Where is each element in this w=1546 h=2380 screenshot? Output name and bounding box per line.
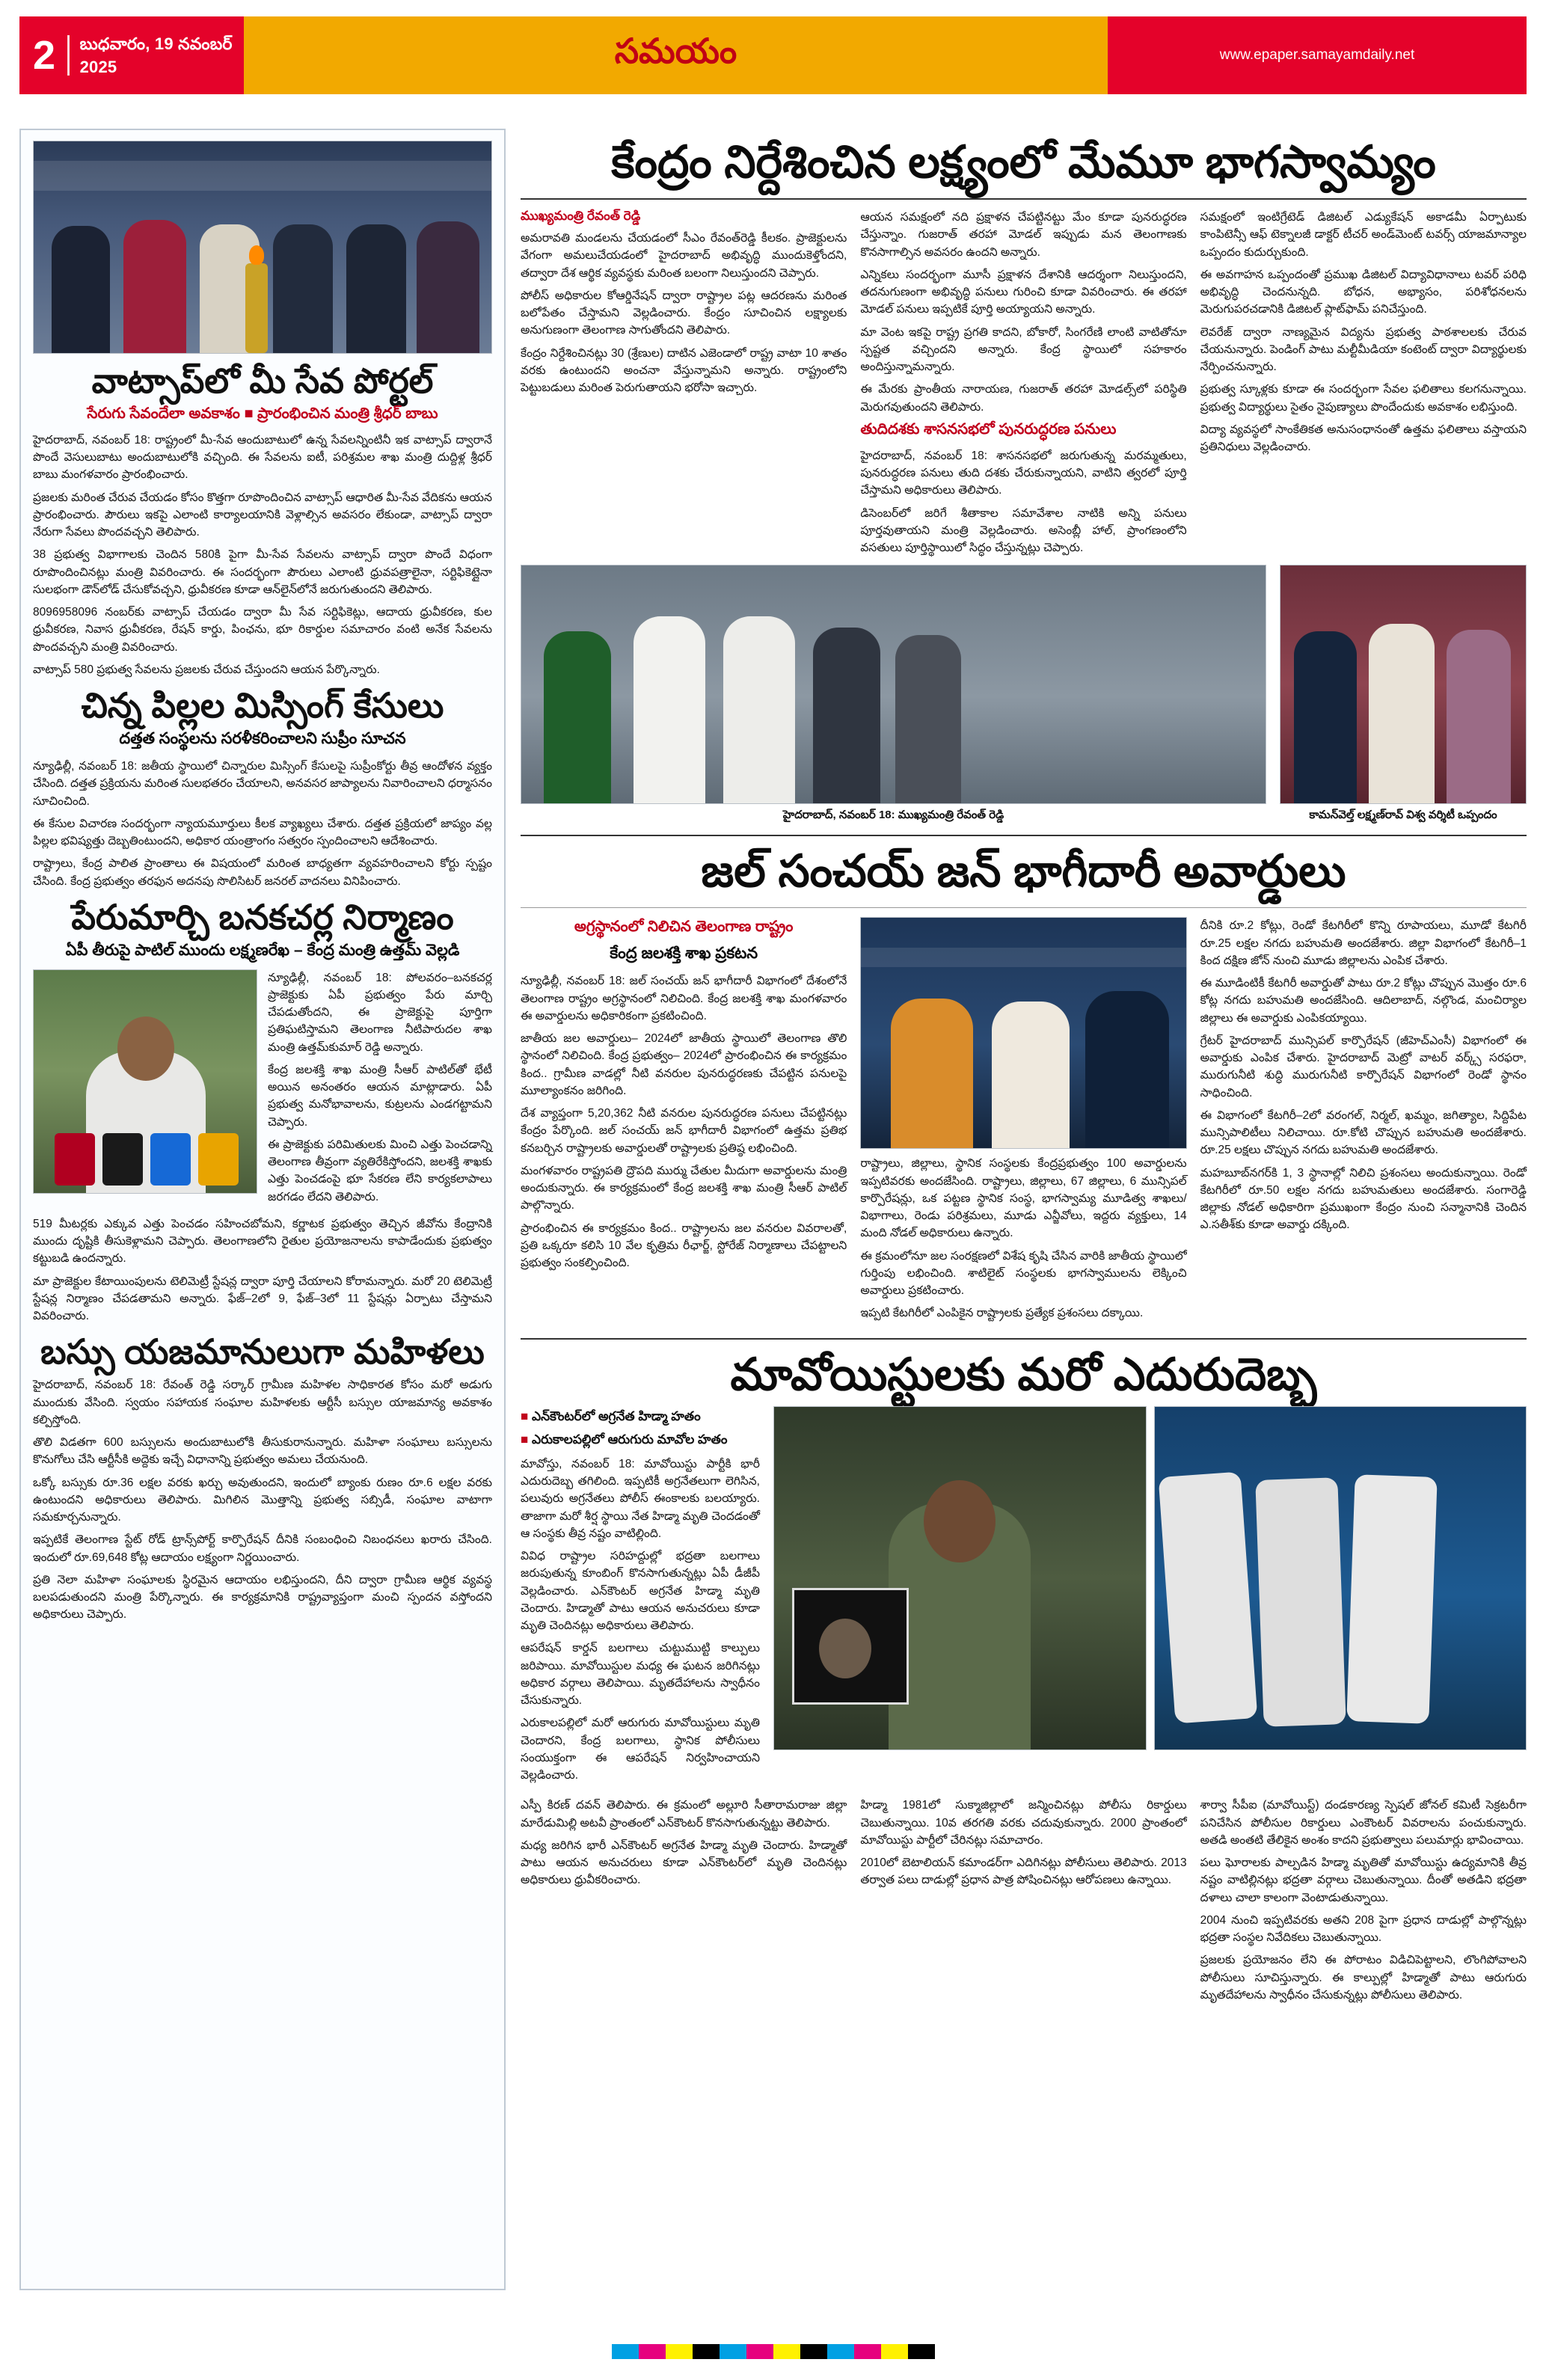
- paragraph: ఎస్పీ కిరణ్ దవన్ తెలిపారు. ఈ క్రమంలో అల్లూరి సీతారామరాజు జిల్లా మారేడుమిల్లి అటవీ ప్రాంతంలో ఎన్‌కౌంటర్ కొనసాగుతున్నట్టు తెలిపారు.: [521, 1799, 847, 1830]
- caption-mou-signing: కామన్‌వెల్త్ లక్ష్మణ్‌రావ్ విశ్వ వర్శిటీ ఒప్పందం: [1309, 809, 1497, 822]
- color-swatch: [908, 2344, 935, 2359]
- paragraph: ఈ మూడింటికీ కేటగిరీ అవార్డుతో పాటు రూ.2 కోట్లు చొప్పున మొత్తం రూ.6 కోట్ల నగదు బహుమతి అందజేసింది. ఆదిలాబాద్, నల్గొండ, మంచిర్యాల జిల్లాలు ఈ అవార్డుకు ఎంపికయ్యాయి.: [1200, 977, 1527, 1025]
- epaper-url[interactable]: www.epaper.samayamdaily.net: [1219, 47, 1415, 63]
- masthead: [19, 16, 1527, 94]
- paragraph: మా ప్రాజెక్టుల కేటాయింపులను టెలిమెట్రీ స్టేషన్ల ద్వారా పూర్తి చేయాలని కోరామన్నారు. మరో 20 టెలిమెట్రీ స్టేషన్ల నిర్మాణం చేపడతామని అన్నారు. ఫేజ్–2లో 9, ఫేజ్–3లో 11 స్టేషన్లు ఏర్పాటు చేస్తామని వివరించారు.: [33, 1275, 492, 1323]
- paragraph: అమరావతి మండలను చేయడంలో సీఎం రేవంత్‌రెడ్డి కీలకం. ప్రాజెక్టులను వేగంగా అమలుచేయడంలో హైదరాబాద్ అభివృద్ధి ముందుకెళ్తోందని, తద్వారా దేశ ఆర్థిక వ్యవస్థకు మరింత బలంగా నిలుస్తుందని చెప్పారు.: [521, 232, 847, 280]
- page-number: 2: [33, 33, 56, 78]
- paragraph: శార్వా సీపీఐ (మావోయిస్ట్) దండకారణ్య స్పెషల్ జోనల్ కమిటీ సెక్రటరీగా పనిచేసిన పోలీసుల రికార్డులు ఎంకౌంటర్ వివరాలను పంచుకున్నారు. అతడి అంతటి తేలికైన అంశం కాదని ప్రభుత్వాలు పలుమార్లు భావించాయి.: [1200, 1799, 1527, 1847]
- paragraph: ఒక్కో బస్సుకు రూ.36 లక్షల వరకు ఖర్చు అవుతుందని, ఇందులో బ్యాంకు రుణం రూ.6 లక్షల వరకు ఉంటుందని అధికారులు తెలిపారు. మిగిలిన మొత్తాన్ని ప్రభుత్వ సబ్సిడీ, సంఘాల వాటాగా సమకూర్చనున్నారు.: [33, 1476, 492, 1524]
- paragraph: జాతీయ జల అవార్డులు– 2024లో జాతీయ స్థాయిలో తెలంగాణ తొలి స్థానంలో నిలిచింది. కేంద్ర ప్రభుత్వం– 2024లో ప్రారంభించిన ఈ కార్యక్రమం కింద.. గ్రామీణ వాడల్లో నీటి వనరుల పునరుద్ధరణకు చేపట్టిన పనులపై మూల్యాంకనం జరిగింది.: [521, 1032, 847, 1097]
- paragraph: 519 మీటర్లకు ఎక్కువ ఎత్తు పెంచడం సహించబోమని, కర్ణాటక ప్రభుత్వం తెచ్చిన జీవోను కేంద్రానికి ముందు దృష్టికి తీసుకెళ్లామని చెప్పారు. తెలంగాణలోని రైతుల ప్రయోజనాలను కాపాడేందుకు ప్రభుత్వం కట్టుబడి ఉందన్నారు.: [33, 1217, 492, 1266]
- body-banakacherla-a: [268, 969, 492, 1211]
- kicker-cm: ముఖ్యమంత్రి రేవంత్ రెడ్డి: [521, 209, 641, 223]
- divider: [521, 835, 1527, 836]
- body-whatsapp-portal: [33, 432, 492, 678]
- top-article-col-1: [521, 209, 847, 562]
- paragraph: 38 ప్రభుత్వ విభాగాలకు చెందిన 580కి పైగా మీ-సేవ సేవలను వాట్సాప్ ద్వారా పొందే విధంగా రూపొందించినట్లు మంత్రి వివరించారు. ఈ సందర్భంగా పౌరులు ఎలాంటి ధ్రువపత్రాలైనా, సర్టిఫికెట్లైనా సులభంగా డౌన్‌లోడ్ చేసుకోవచ్చని, ధ్రువీకరణ కూడా ఆన్‌లైన్‌లోనే జరుగుతుందని తెలిపారు.: [33, 548, 492, 596]
- color-swatch: [881, 2344, 908, 2359]
- paragraph: ఆయన సమక్షంలో నది ప్రక్షాళన చేపట్టినట్టు మేం కూడా పునరుద్ధరణ చేస్తున్నాం. గుజరాత్ తరహా మోడల్ ఇప్పుడు మన తెలంగాణకు కొనసాగాల్సిన అవసరం ఉందని అన్నారు.: [860, 211, 1187, 259]
- photo-mou-signing: [1280, 565, 1527, 804]
- issue-date: బుధవారం, 19 నవంబర్ 2025: [79, 34, 233, 76]
- paragraph: 2010లో బెటాలియన్ కమాండర్‌గా ఎదిగినట్లు పోలీసులు తెలిపారు. 2013 తర్వాత పలు దాడుల్లో ప్రధాన పాత్ర పోషించినట్లు ఆరోపణలు ఉన్నాయి.: [860, 1856, 1187, 1887]
- body-women-bus-owners: [33, 1376, 492, 1623]
- subhead-assembly-renovation: తుదిదశకు శాసనసభలో పునరుద్ధరణ పనులు: [860, 420, 1117, 438]
- paragraph: మావోస్తు, నవంబర్ 18: మావోయిస్టు పార్టీకి భారీ ఎదురుదెబ్బ తగిలింది. ఇప్పటికీ అగ్రనేతలుగా లెగిసిన, పలువురు అగ్రనేతలు పోలీస్ ఈంకాలకు బలయ్యారు. తాజాగా మరో శీర్ష స్థాయి నేత హిడ్మా మృతి చెందడంతో ఆ సంస్థకు తీవ్ర నష్టం వాటిల్లింది.: [521, 1457, 760, 1540]
- paragraph: ఎన్నికలు సందర్భంగా మూసీ ప్రక్షాళన దేశానికి ఆదర్శంగా నిలుస్తుందని, తదనుగుణంగా అభివృద్ధి పనులు గురించి కూడా వివరించారు. ఈ తరహా మోడల్ పనులు ఇప్పటికే పూర్తి అయ్యాయని అన్నారు.: [860, 268, 1187, 316]
- paragraph: మహబూబ్‌నగర్‌కి 1, 3 స్థానాల్లో నిలిచి ప్రశంసలు అందుకున్నాయి. రెండో కేటగిరీలో రూ.50 లక్షల నగదు బహుమతులు అందజేశారు. సంగారెడ్డి జిల్లాకు నోడల్ అధికారిగా ప్రముఖంగా కేంద్రం నుంచి సన్మానానికి చెందిన ఎ.సతీశ్‌కు కూడా అవార్డు దక్కింది.: [1200, 1166, 1527, 1232]
- maoist-col-2: [521, 1797, 847, 2009]
- masthead-center: [244, 16, 1108, 94]
- color-swatch: [693, 2344, 720, 2359]
- paragraph: హిడ్మా 1981లో సుక్మాజిల్లాలో జన్మించినట్లు పోలీసు రికార్డులు చెబుతున్నాయి. 10వ తరగతి వరకు చదువుకున్నారు. 2000 ప్రాంతంలో మావోయిస్టు పార్టీలో చేరినట్లు సమాచారం.: [860, 1799, 1187, 1847]
- paragraph: దేశ వ్యాప్తంగా 5,20,362 నీటి వనరుల పునరుద్ధరణ పనులు చేపట్టినట్లు కేంద్రం పేర్కొంది. జల్ సంచయ్ జన్ భాగీదారీ విభాగంలో ఉత్తమ ప్రతిభ కనబర్చిన రాష్ట్రాలకు అవార్డులతో రాష్ట్రాలకు ప్రతిష్ఠ లభించింది.: [521, 1107, 847, 1155]
- divider: [521, 198, 1527, 200]
- paragraph: హైదరాబాద్, నవంబర్ 18: రేవంత్ రెడ్డి సర్కార్ గ్రామీణ మహిళల సాధికారత కోసం మరో అడుగు ముందుకు వేసింది. స్వయం సహాయక సంఘాల మహిళలకు ఆర్టీసీ బస్సుల యాజమాన్య అవకాశం కల్పిస్తోంది.: [33, 1378, 492, 1426]
- award-col-2: [860, 917, 1186, 1327]
- color-swatch: [612, 2344, 639, 2359]
- subhead-missing-children: దత్తత సంస్థలను సరళీకరించాలని సుప్రీం సూచన: [119, 730, 406, 748]
- color-swatch: [746, 2344, 773, 2359]
- color-swatch: [800, 2344, 827, 2359]
- maoist-bullets: [521, 1406, 760, 1450]
- paragraph: రాష్ట్రాలు, జిల్లాలు, స్థానిక సంస్థలకు కేంద్రప్రభుత్వం 100 అవార్డులను ఇప్పటివరకు అందజేసింది. రాష్ట్రాలు, జిల్లాలు, 67 జిల్లాలు, 6 మున్సిపల్ కార్పొరేషన్లు, ఒక పట్టణ స్థానిక సంస్థ, భాగస్వామ్య మూడిత్వ శాఖలు/విభాగాలు, రెండు పరిశ్రమలు, మూడు ఎన్జీవోలు, ఇద్దరు వ్యక్తులు, 14 మంది నోడల్ అధికారులు ఉన్నారు.: [860, 1157, 1187, 1240]
- paragraph: ఈ అవగాహన ఒప్పందంతో ప్రముఖ డిజిటల్ విద్యావిధానాలు టవర్ పరిధి అభివృద్ధి చెందనున్నది. బోధన, అభ్యాసం, పరిశోధనలను మెరుగుపరచడానికి డిజిటల్ ప్లాట్‌ఫామ్ పనిచేస్తుంది.: [1200, 268, 1527, 316]
- paragraph: ఆపరేషన్ కార్డన్ బలగాలు చుట్టుముట్టి కాల్పులు జరిపాయి. మావోయిస్టుల మధ్య ఈ ఘటన జరిగినట్లు అధికార వర్గాలు తెలిపాయి. మృతదేహాలను స్వాధీనం చేసుకున్నారు.: [521, 1642, 760, 1708]
- top-article-columns: [521, 209, 1527, 562]
- paragraph: మంగళవారం రాష్ట్రపతి ద్రౌపది ముర్ము చేతుల మీదుగా అవార్డులను మంత్రి అందుకున్నారు. ఈ కార్యక్రమంలో కేంద్ర జలశక్తి శాఖ మంత్రి సీఆర్ పాటిల్ పాల్గొన్నారు.: [521, 1164, 847, 1212]
- top-article-col-2: [860, 209, 1186, 562]
- paragraph: గ్రేటర్ హైదరాబాద్ మున్సిపల్ కార్పొరేషన్ (జీహెచ్ఎంసీ) విభాగంలో ఈ అవార్డుకు ఎంపిక చేశారు. హైదరాబాద్ మెట్రో వాటర్ వర్క్స్ సరఫరా, మురుగునీటి శుద్ధి మురుగునీటి కార్పొరేషన్ విభాగంలో రెండో స్థానం సాధించింది.: [1200, 1034, 1527, 1099]
- bullet-item: ■ ఎన్‌కౌంటర్‌లో అగ్రనేత హిడ్మా హతం: [521, 1406, 760, 1426]
- paragraph: డిసెంబర్‌లో జరిగే శీతాకాల సమావేశాల నాటికి అన్ని పనులు పూర్తవుతాయని మంత్రి వెల్లడించారు. అసెంబ్లీ హాల్, ప్రాంగణంలోని వసతులు పూర్తిస్థాయిలో సిద్ధం చేస్తున్నట్లు చెప్పారు.: [860, 506, 1187, 554]
- paragraph: ఇప్పటికే తెలంగాణ స్టేట్ రోడ్ ట్రాన్స్‌పోర్ట్ కార్పొరేషన్ దీనికి సంబంధించి నిబంధనలు ఖరారు చేసింది. ఇందులో రూ.69,648 కోట్ల ఆదాయం లక్ష్యంగా నిర్ణయించారు.: [33, 1533, 492, 1564]
- paragraph: 2004 నుంచి ఇప్పటివరకు అతని 208 పైగా ప్రధాన దాడుల్లో పాల్గొన్నట్లు భద్రతా సంస్థల నివేదికలు చెబుతున్నాయి.: [1200, 1913, 1527, 1945]
- paragraph: సమక్షంలో ఇంటిగ్రేటెడ్ డిజిటల్ ఎడ్యుకేషన్ అకాడమీ ఏర్పాటుకు కాంపిటెన్సీ ఆఫ్ టెక్నాలజీ డాక్టర్ టీచర్ అండ్‌మెంట్ టవర్స్ యాజమాన్యాల ఒప్పందం కుదుర్చుకుంది.: [1200, 211, 1527, 259]
- headline-women-bus-owners: బస్సు యజమానులుగా మహిళలు: [40, 1332, 485, 1372]
- subhead-telangana-top: అగ్రస్థానంలో నిలిచిన తెలంగాణ రాష్ట్రం: [574, 918, 794, 936]
- paragraph: ప్రజలకు ప్రయోజనం లేని ఈ పోరాటం విడిచిపెట్టాలని, లొంగిపోవాలని పోలీసులు సూచిస్తున్నారు. ఈ కాల్పుల్లో హిడ్మాతో పాటు ఆరుగురు మృతదేహాలను స్వాధీనం చేసుకున్నట్లు పోలీసులు తెలిపారు.: [1200, 1954, 1527, 2002]
- photo-hidma: [773, 1406, 1147, 1750]
- paragraph: పోలీస్ అధికారుల కోఆర్డినేషన్ ద్వారా రాష్ట్రాల పట్ల ఆదరణను మరింత బలోపేతం చేస్తామని వెల్లడించారు. కేంద్రం సూచించిన లక్ష్యాలకు అనుగుణంగా తెలంగాణ సాగుతోందని తెలిపారు.: [521, 289, 847, 337]
- photo-portal-launch: [33, 141, 492, 354]
- paragraph: తొలి విడతగా 600 బస్సులను అందుబాటులోకి తీసుకురానున్నారు. మహిళా సంఘాలు బస్సులను కొనుగోలు చేసి ఆర్టీసీకి అద్దెకు ఇచ్చే విధానాన్ని ప్రభుత్వం అమలు చేయనుంది.: [33, 1436, 492, 1467]
- paragraph: మధ్య జరిగిన భారీ ఎన్‌కౌంటర్ అగ్రనేత హిడ్మా మృతి చెందారు. హిడ్మాతో పాటు ఆయన అనుచరులు కూడా ఎన్‌కౌంటర్‌లో మృతి చెందినట్లు అధికారులు ధ్రువీకరించారు.: [521, 1838, 847, 1887]
- maoist-col-3: [860, 1797, 1186, 2009]
- paragraph: ప్రతి నెలా మహిళా సంఘాలకు స్థిరమైన ఆదాయం లభిస్తుందని, దీని ద్వారా గ్రామీణ ఆర్థిక వ్యవస్థ బలపడుతుందని మంత్రి పేర్కొన్నారు. ఈ కార్యక్రమానికి రాష్ట్రవ్యాప్తంగా మంచి స్పందన వస్తోందని అధికారులు చెప్పారు.: [33, 1573, 492, 1622]
- paragraph: న్యూఢిల్లీ, నవంబర్ 18: పోలవరం–బనకచర్ల ప్రాజెక్టుకు ఏపీ ప్రభుత్వం పేరు మార్చి చేపడుతోందని, ఈ ప్రాజెక్టుపై పూర్తిగా ప్రతిఘటిస్తామని తెలంగాణ నీటిపారుదల శాఖ మంత్రి ఉత్తమ్‌కుమార్ రెడ్డి అన్నారు.: [268, 971, 492, 1054]
- maoist-col-4: [1200, 1797, 1527, 2009]
- headline-maoist-setback: మావోయిస్టులకు మరో ఎదురుదెబ్బ: [730, 1349, 1317, 1399]
- headline-central-target: కేంద్రం నిర్దేశించిన లక్ష్యంలో మేమూ భాగస్వామ్యం: [611, 137, 1436, 187]
- subhead-banakacherla: ఏపీ తీరుపై పాటిల్ ముందు లక్ష్మణరేఖ – కేంద్ర మంత్రి ఉత్తమ్ వెల్లడి: [65, 941, 460, 959]
- color-swatch: [639, 2344, 666, 2359]
- paragraph: 8096958096 నంబర్‌కు వాట్సాప్ చేయడం ద్వారా మీ సేవ సర్టిఫికెట్లు, ఆదాయ ధ్రువీకరణ, కుల ధ్రువీకరణ, నివాస ధ్రువీకరణ, రేషన్ కార్డు, పింఛను, భూ రికార్డుల సమాచారం వంటి అనేక సేవలను పొందవచ్చని మంత్రి వివరించారు.: [33, 606, 492, 654]
- photo-award-ceremony: [860, 917, 1186, 1149]
- paragraph: లెవరేజ్ ద్వారా నాణ్యమైన విద్యను ప్రభుత్వ పాఠశాలలకు చేరువ చేయనున్నారు. పెండింగ్ పాటు మల్టీమీడియా కంటెంట్ ద్వారా విద్యార్థులకు నేర్పించనున్నారు.: [1200, 325, 1527, 373]
- subhead-jalshakti: కేంద్ర జలశక్తి శాఖ ప్రకటన: [610, 945, 758, 963]
- paragraph: పలు ఘోరాలకు పాల్పడిన హిడ్మా మృతితో మావోయిస్టు ఉద్యమానికి తీవ్ర నష్టం వాటిల్లినట్లు భద్రతా వర్గాలు చెబుతున్నాయి. దీంతో అతడిని భద్రతా దళాలు చాలా కాలంగా వెంటాడుతున్నాయి.: [1200, 1856, 1527, 1904]
- color-swatch: [827, 2344, 854, 2359]
- body-missing-children: [33, 758, 492, 890]
- color-swatch: [773, 2344, 800, 2359]
- paragraph: కేంద్రం నిర్దేశించినట్లు 30 (శ్రేణుల) దాటిన ఎజెండాలో రాష్ట్ర వాటా 10 శాతం వరకు ఉంటుందని అంచనా వేస్తున్నామని అన్నారు. రాష్ట్రంలోని పెట్టుబడులు మరింత పెరుగుతాయని భరోసా ఇచ్చారు.: [521, 346, 847, 394]
- masthead-left: [19, 16, 244, 94]
- paragraph: ప్రారంభించిన ఈ కార్యక్రమం కింద.. రాష్ట్రాలను జల వనరుల వివరాలతో, ప్రతి ఒక్కరూ కలిసి 10 వేల కృత్రిమ రీఛార్జ్, స్టోరేజ్ నిర్మాణాలు చేపట్టాలని ప్రభుత్వం సంకల్పించింది.: [521, 1221, 847, 1269]
- photo-cm-walk: [521, 565, 1266, 804]
- headline-missing-children: చిన్న పిల్లల మిస్సింగ్ కేసులు: [81, 686, 444, 726]
- color-swatch: [854, 2344, 881, 2359]
- paragraph: ప్రభుత్వ స్కూళ్లకు కూడా ఈ సందర్భంగా సేవల ఫలితాలు కలగనున్నాయి. ప్రభుత్వ విద్యార్థులు సైతం నైపుణ్యాలు పొందేందుకు అవకాశం లభిస్తుంది.: [1200, 383, 1527, 414]
- maoist-lower-columns: [521, 1797, 1527, 2009]
- paragraph: ఈ మేరకు ప్రాంతీయ నారాయణ, గుజరాత్ తరహా మోడల్స్‌లో పరిస్థితి మెరుగవుతుందని తెలిపారు.: [860, 383, 1187, 414]
- color-swatch: [666, 2344, 693, 2359]
- page-content: [19, 129, 1527, 2290]
- print-color-bar: [0, 2344, 1546, 2359]
- paragraph: కేంద్ర జలశక్తి శాఖ మంత్రి సీఆర్ పాటిల్‌తో భేటీ అయిన అనంతరం ఆయన మాట్లాడారు. ఏపీ ప్రభుత్వ మనోభావాలను, కుట్రలను ఎండగట్టామని చెప్పారు.: [268, 1063, 492, 1129]
- award-col-1: [521, 917, 847, 1327]
- paragraph: ఎరుకాలపల్లిలో మరో ఆరుగురు మావోయిస్టులు మృతి చెందారని, కేంద్ర బలగాలు, స్థానిక పోలీసులు సంయుక్తంగా ఈ ఆపరేషన్ నిర్వహించాయని వెల్లడించారు.: [521, 1717, 760, 1782]
- divider: [521, 1338, 1527, 1340]
- paragraph: ప్రజలకు మరింత చేరువ చేయడం కోసం కొత్తగా రూపొందించిన వాట్సాప్ ఆధారిత మీ-సేవ వేదికను ఆయన ప్రారంభించారు. పౌరులు ఇకపై ఎలాంటి కార్యాలయానికి వెళ్లాల్సిన అవసరం లేకుండా, వాట్సాప్ ద్వారా నేరుగా సేవలు పొందవచ్చని తెలిపారు.: [33, 491, 492, 539]
- paragraph: ఇప్పటి కేటగిరీలో ఎంపికైన రాష్ట్రాలకు ప్రత్యేక ప్రశంసలు దక్కాయి.: [860, 1307, 1144, 1320]
- paragraph: వివిధ రాష్ట్రాల సరిహద్దుల్లో భద్రతా బలగాలు జరుపుతున్న కూంబింగ్ కొనసాగుతున్నట్లు ఏపీ డీజీపీ వెల్లడించారు. ఎన్‌కౌంటర్ అగ్రనేత హిడ్మా మృతి చెందారు. హిడ్మాతో పాటు ఆయన అనుచరులు కూడా మృతి చెందినట్లు అధికారులు తెలిపారు.: [521, 1550, 760, 1633]
- left-column: [19, 129, 506, 2290]
- paragraph: న్యూఢిల్లీ, నవంబర్ 18: జల్ సంచయ్ జన్ భాగీదారీ విభాగంలో దేశంలోనే తెలంగాణ రాష్ట్రం అగ్రస్థానంలో నిలిచింది. కేంద్ర జలశక్తి శాఖ మంగళవారం ఈ అవార్డులను అధికారికంగా ప్రకటించింది.: [521, 975, 847, 1022]
- masthead-divider: [67, 35, 70, 76]
- paragraph: న్యూఢిల్లీ, నవంబర్ 18: జతీయ స్థాయిలో చిన్నారుల మిస్సింగ్ కేసులపై సుప్రీంకోర్టు తీవ్ర ఆందోళన వ్యక్తం చేసింది. దత్తత ప్రక్రియను మరింత సులభతరం చేయాలని, అనవసర జాప్యాలను నివారించాలని ధర్మాసనం సూచించింది.: [33, 760, 492, 808]
- headline-banakacherla: పేరుమార్చి బనకచర్ల నిర్మాణం: [71, 897, 454, 936]
- paragraph: హైదరాబాద్, నవంబర్ 18: శాసనసభలో జరుగుతున్న మరమ్మతులు, పునరుద్ధరణ పనులు తుది దశకు చేరుకున్నాయని, వాటిని త్వరలో పూర్తి చేస్తామని అధికారులు తెలిపారు.: [860, 449, 1187, 497]
- body-banakacherla-b: [33, 1215, 492, 1325]
- headline-whatsapp-portal: వాట్సాప్‌లో మీ సేవ పోర్టల్: [91, 361, 434, 400]
- award-article-columns: [521, 917, 1527, 1327]
- publication-title: సమయం: [614, 31, 737, 70]
- paragraph: ఈ క్రమంలోనూ జల సంరక్షణలో విశేష కృషి చేసిన వారికి జాతీయ స్థాయిలో గుర్తింపు లభించింది. శాటిలైట్ సంస్థలకు భాగస్వాములను లెక్కించి అవార్డులు ప్రకటించారు.: [860, 1249, 1187, 1297]
- photo-minister-press-meet: [33, 969, 257, 1194]
- paragraph: విద్యా వ్యవస్థలో సాంకేతికత అనుసంధానంతో ఉత్తమ ఫలితాలు వస్తాయని ప్రతినిధులు వెల్లడించారు.: [1200, 423, 1527, 453]
- top-article-col-3: [1200, 209, 1527, 562]
- paragraph: రాష్ట్రాలు, కేంద్ర పాలిత ప్రాంతాలు ఈ విషయంలో మరింత బాధ్యతగా వ్యవహరించాలని కోర్టు స్పష్టం చేసింది. కేంద్ర ప్రభుత్వం తరఫున అదనపు సొలిసిటర్ జనరల్ వాదనలు వినిపించారు.: [33, 857, 492, 888]
- right-section: [506, 129, 1527, 2290]
- paragraph: ఈ కేసుల విచారణ సందర్భంగా న్యాయమూర్తులు కీలక వ్యాఖ్యలు చేశారు. దత్తత ప్రక్రియలో జాప్యం వల్ల పిల్లల భవిష్యత్తు దెబ్బతింటుందని, అధికార యంత్రాంగం సత్వరం స్పందించాలని ఆదేశించారు.: [33, 817, 492, 848]
- bullet-item: ■ ఎరుకాలపల్లిలో ఆరుగురు మావోల హతం: [521, 1429, 760, 1450]
- paragraph: దీనికి రూ.2 కోట్లు, రెండో కేటగిరీలో కొన్ని రూపాయలు, మూడో కేటగిరీ రూ.25 లక్షల నగదు బహుమతి అందజేశారు. జిల్లా విభాగంలో కేటగిరీ–1 కింద దక్షిణ జోన్ నుంచి మూడు జిల్లాలను ఎంపిక చేశారు.: [1200, 919, 1527, 967]
- newspaper-page: [0, 16, 1546, 2380]
- paragraph: ఈ విభాగంలో కేటగిరీ–2లో వరంగల్, నిర్మల్, ఖమ్మం, జగిత్యాల, సిద్దిపేట మున్సిపాలిటీలు నిలిచాయి. రూ.కోటి చొప్పున బహుమతి అందజేశారు. రూ.25 లక్షలు చొప్పున నగదు బహుమతి అందజేశారు.: [1200, 1108, 1527, 1157]
- caption-cm-walk: హైదరాబాద్, నవంబర్ 18: ముఖ్యమంత్రి రేవంత్ రెడ్డి: [782, 809, 1004, 822]
- subhead-whatsapp-portal: సేరుగు సేవందేలా అవకాశం ■ ప్రారంభించిన మంత్రి శ్రీధర్ బాబు: [87, 405, 438, 422]
- masthead-right: [1108, 16, 1527, 94]
- headline-jal-sanchay-awards: జల్ సంచయ్ జన్ భాగీదారీ అవార్డులు: [701, 846, 1346, 897]
- paragraph: ఈ ప్రాజెక్టుకు పరిమితులకు మించి ఎత్తు పెంచడాన్ని తెలంగాణ తీవ్రంగా వ్యతిరేకిస్తోందని, జలశక్తి శాఖకు ఎత్తు పెంచడంపై భూ సేకరణ లేని కార్యకలాపాలు జరగడం లేదని తెలిపారు.: [268, 1138, 492, 1203]
- divider: [521, 907, 1527, 908]
- paragraph: వాట్సాప్ 580 ప్రభుత్వ సేవలను ప్రజలకు చేరువ చేస్తుందని ఆయన పేర్కొన్నారు.: [33, 663, 380, 676]
- photo-bodies: [1154, 1406, 1527, 1750]
- color-swatch: [720, 2344, 746, 2359]
- paragraph: మా వెంట ఇకపై రాష్ట్ర ప్రగతి కాదని, బోకారో, సింగరేణి లాంటి వాటితోనూ స్పష్టత వచ్చిందని అన్నారు. కేంద్ర స్థాయిలో సహకారం అందిస్తున్నామన్నారు.: [860, 325, 1187, 373]
- award-col-3: [1200, 917, 1527, 1327]
- paragraph: హైదరాబాద్, నవంబర్ 18: రాష్ట్రంలో మీ-సేవ ఆందుబాటులో ఉన్న సేవలన్నింటినీ ఇక వాట్సాప్ ద్వారానే పొందే వెసులుబాటు అందుబాటులోకి వచ్చింది. ఈ సేవలను ఐటీ, పరిశ్రమల శాఖ మంత్రి దుద్దిళ్ల శ్రీధర్ బాబు మంగళవారం ప్రారంభించారు.: [33, 433, 492, 482]
